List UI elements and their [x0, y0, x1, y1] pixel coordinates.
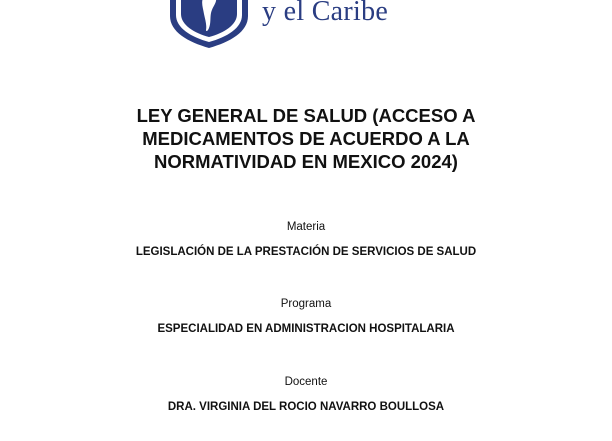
materia-label: Materia	[286, 221, 326, 233]
university-logo	[160, 0, 460, 50]
docente-value: DRA. VIRGINIA DEL ROCIO NAVARRO BOULLOSA	[167, 401, 445, 413]
logo-text-line2: y el Caribe	[262, 0, 389, 27]
document-title-line: MEDICAMENTOS DE ACUERDO A LA	[142, 128, 470, 149]
document-title	[96, 104, 516, 173]
materia-value: LEGISLACIÓN DE LA PRESTACIÓN DE SERVICIOS DE SALUD	[135, 246, 477, 258]
programa-label: Programa	[280, 298, 332, 310]
programa-value: ESPECIALIDAD EN ADMINISTRACION HOSPITALARIA	[157, 323, 455, 335]
document-title-line: LEY GENERAL DE SALUD (ACCESO A	[136, 105, 476, 126]
docente-label: Docente	[284, 376, 328, 388]
document-title-line: NORMATIVIDAD EN MEXICO 2024)	[154, 151, 458, 172]
shield-map-americas-icon	[164, 0, 254, 48]
